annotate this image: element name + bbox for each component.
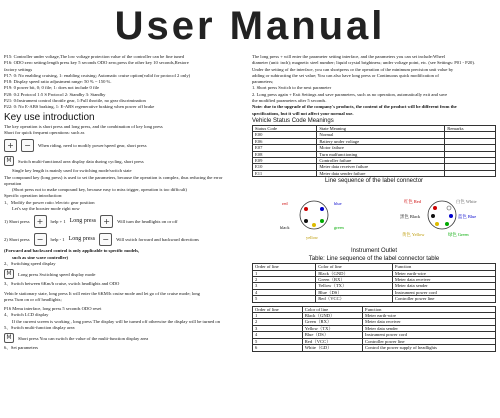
line-sequence-table-2 xyxy=(252,306,496,352)
plus-key-icon: + xyxy=(34,215,47,228)
setting-line: parameters; xyxy=(252,79,274,85)
right-column xyxy=(252,54,496,352)
connector-diagram xyxy=(252,187,496,245)
table-header-cell: Function xyxy=(392,264,495,270)
short-press-label: 2) Short press xyxy=(4,236,30,242)
page-title: User Manual xyxy=(114,4,386,48)
table-cell: Black（GND） xyxy=(316,270,393,276)
p16-menu-text: P16 Menu interface, long press 5 seconds ODO reset xyxy=(4,306,102,312)
help-plus-label: help + 1 xyxy=(50,218,66,224)
switch-lcd-heading: 4、Switch LCD display xyxy=(4,312,49,318)
table-cell: Blue（DS） xyxy=(316,289,393,295)
table-cell: E09 xyxy=(253,158,317,164)
note-line: Note: due to the upgrade of the company's products, the content of the product will be different from the xyxy=(252,104,457,110)
table-cell: Controller power line xyxy=(392,296,495,302)
booster-text: Let's say the booster mode right now xyxy=(12,206,80,212)
left-column xyxy=(4,54,244,352)
table-header-cell: Status Code xyxy=(253,125,317,131)
connector-label-red: red xyxy=(282,201,288,207)
parameter-line: P22: 0: No E-ABS braking, 1: E-ABS regenerative braking when power off brake xyxy=(4,104,155,110)
connector-label-green: green xyxy=(334,225,344,231)
short-press-view-row xyxy=(4,331,244,345)
table-cell: Red（VCC） xyxy=(302,338,362,344)
parameter-line: P17: 0: No enabling cruising, 1: enabling cruising; Automatic cruise option(valid for protocol 2 only) xyxy=(4,72,191,78)
table-cell: Yellow（TX） xyxy=(316,283,393,289)
compound-text: The compound key (long press) is used to set the parameters, because the operation is complex, thus reducing the error xyxy=(4,174,223,180)
plus-key-icon: + xyxy=(4,139,17,152)
error-code-table xyxy=(252,125,496,177)
table-cell: E10 xyxy=(253,164,317,170)
table-cell: Meter data sender xyxy=(392,283,495,289)
mode-key-icon: M xyxy=(4,333,14,343)
speed-gear-row xyxy=(4,136,244,154)
parameter-line: P19: 0 power bit, 0; 0 file; 1: does not include 0 file xyxy=(4,85,100,91)
press-turn-text: press Turn on or off headlights; xyxy=(4,296,62,302)
setting-line: diameter (unit: inch); magnetic steel number; liquid crystal brightness; under voltage point, etc. (see Settings: P01 - P20). xyxy=(252,60,476,66)
line-row xyxy=(253,345,496,351)
help-minus-row xyxy=(4,230,244,248)
table-cell: 5 xyxy=(253,296,316,302)
table-cell: E00 xyxy=(253,132,317,138)
table-cell: Turn malfunctioning xyxy=(317,151,445,157)
table-cell: Motor failure xyxy=(317,145,445,151)
connector-label-black: black xyxy=(280,225,290,231)
setting-line: the modified parameters after 5 seconds. xyxy=(252,98,327,104)
table-header-cell: Color of line xyxy=(302,306,362,312)
table-cell: Battery under voltage xyxy=(317,138,445,144)
connector-label-yellow-cn: 黄色 Yellow xyxy=(402,232,425,238)
table-cell: 1 xyxy=(253,313,303,319)
setting-line: The long press + will enter the parameter setting interface, and the parameters you can set include:Wheel xyxy=(252,54,446,59)
table-cell: Meter data sender failure xyxy=(317,170,445,176)
long-press-speed-row xyxy=(4,267,244,281)
connector-label-black-cn: 黑色 Black xyxy=(400,214,421,220)
minus-key-icon: − xyxy=(34,233,47,246)
error-row xyxy=(253,170,496,176)
connector-label-blue: blue xyxy=(334,201,342,207)
parameter-list xyxy=(4,54,244,111)
switch-display-row xyxy=(4,154,244,168)
connector-label-white-cn: 白色 White xyxy=(456,199,477,205)
vehicle-stationary-text: Vehicle stationary state, long press It will enter the 6KM/h cruise mode and let go of the cruise mode; long xyxy=(4,290,200,296)
long-press-speed-text: Long press Switching speed display mode xyxy=(18,271,96,277)
table-cell: Red（VCC） xyxy=(316,296,393,302)
table-cell: 1 xyxy=(253,270,316,276)
outlet-caption: Table: Line sequence of the label connector table xyxy=(308,256,440,263)
short-press-label: 1) Short press xyxy=(4,218,30,224)
table-cell: Controller failure xyxy=(317,158,445,164)
operation-text: operation xyxy=(4,180,22,186)
specific-intro: Specific operation introduction: xyxy=(4,193,63,199)
outlet-title: Instrument Outlet xyxy=(350,248,398,255)
table-cell: 5 xyxy=(253,338,303,344)
table-cell: Green（RX） xyxy=(302,319,362,325)
intro-line: The key operation is short press and long press, and the combination of key long press xyxy=(4,123,163,129)
error-table-caption: Vehicle Status Code Meanings xyxy=(252,117,334,124)
switch-display-text: Switch multi-functional area display data during cycling, short press xyxy=(18,158,144,164)
line-sequence-table-1 xyxy=(252,263,496,302)
between-kmh: 3、Switch between 6Km/h cruise, switch headlights and ODO xyxy=(4,281,120,287)
table-header-cell: Order of line xyxy=(253,306,303,312)
table-cell: Instrument power cord xyxy=(392,289,495,295)
direction-text: Will switch forward and backward directions xyxy=(116,236,199,242)
table-cell: Blue（DS） xyxy=(302,332,362,338)
note-line: specifications, but it will not affect your normal use. xyxy=(252,110,354,116)
table-cell: E11 xyxy=(253,170,317,176)
forward-note: (Forward and backward control is only applicable to specific models, xyxy=(4,248,140,254)
table-cell: 3 xyxy=(253,325,303,331)
setting-line: Under the setting of the interface, you can shortpress or the operation of the minimum precision unit value by xyxy=(252,66,454,72)
table-cell: 4 xyxy=(253,289,316,295)
table-cell: Green（RX） xyxy=(316,277,393,283)
setting-line: 1. Short press Switch to the next parameter xyxy=(252,85,332,91)
table-cell: 2 xyxy=(253,277,316,283)
step-1: 1、Modify the power ratio /electric gear position xyxy=(4,199,95,205)
connector-label-blue-cn: 蓝色 Blue xyxy=(458,214,477,220)
connector-label-green-cn: 绿色 Green xyxy=(448,232,469,238)
section-heading: Key use introduction xyxy=(4,111,95,123)
table-cell: Black（GND） xyxy=(302,313,362,319)
table-cell: 3 xyxy=(253,283,316,289)
help-plus-row xyxy=(4,212,244,230)
minus-key-icon: − xyxy=(99,233,112,246)
plus-key-icon: + xyxy=(100,215,113,228)
mode-key-icon: M xyxy=(4,156,14,166)
table-cell: Meter earth-wire xyxy=(392,270,495,276)
parameter-line: P21: 0:Instrument control throttle gear, 1:Full throttle, no gear discrimination xyxy=(4,98,146,104)
table-cell: E08 xyxy=(253,151,317,157)
minus-key-icon: − xyxy=(21,139,34,152)
table-cell: E07 xyxy=(253,145,317,151)
table-header-cell: Function xyxy=(363,306,496,312)
table-cell: Normal xyxy=(317,132,445,138)
single-key-text: Single key length is mainly used for switching mode/switch state xyxy=(12,168,132,174)
table-cell: Meter earth-wire xyxy=(363,313,496,319)
switch-multi-heading: 5、Switch multi-function display area xyxy=(4,325,75,331)
connector-label-yellow: yellow xyxy=(306,235,318,241)
setting-line: 2. Long press again + Exit Settings and save parameters, such as no operation, automatically exit and save xyxy=(252,91,448,97)
table-cell: Controller power line xyxy=(363,338,496,344)
switch-speed-heading: 2、Switching speed display xyxy=(4,260,56,266)
table-header-cell: Color of line xyxy=(316,264,393,270)
forward-note-2: such as sine wave controller) xyxy=(12,254,69,260)
long-press-label: Long press xyxy=(68,236,96,243)
set-params-heading: 6、Set parameters xyxy=(4,345,39,351)
parameter-line: P15: Controller under voltage,The low voltage protection value of the controller can be fine tuned xyxy=(4,54,184,59)
table-header-cell: State Meaning xyxy=(317,125,445,131)
parameter-setting-text xyxy=(252,54,496,104)
table-cell: Instrument power cord xyxy=(363,332,496,338)
parameter-line: factory settings xyxy=(4,66,33,72)
table-cell: Meter data sender xyxy=(363,325,496,331)
table-header-cell: Order of line xyxy=(253,264,316,270)
current-screen-text: If the current screen is working , long press The display will be turned off otherwise the display will be turned on xyxy=(12,318,221,324)
setting-line: adding or subtracting the set value; You can also have long press or Continuous quick modification of xyxy=(252,72,439,78)
table-cell: Control the power supply of headlights xyxy=(363,345,496,351)
table-cell: 6 xyxy=(253,345,303,351)
speed-gear-text: When riding, need to modify power/speed gear, short press xyxy=(38,142,147,148)
table-header-cell: Remarks xyxy=(445,125,496,131)
headlight-text: Will turn the headlights on or off xyxy=(117,218,178,224)
table-cell: E06 xyxy=(253,138,317,144)
mode-key-icon: M xyxy=(4,269,14,279)
parameter-line: P16: ODO zero setting:length press key 5 seconds ODO zero,press the other key 10 seconds,Restore xyxy=(4,60,189,66)
parameter-line: P20: 0:2 Protocol 1:5 S Protocol 2: Standby 3: Standby xyxy=(4,91,106,97)
short-press-note: (Short press not to make compound key, because easy to miss trigger, operation is too difficult) xyxy=(12,187,187,193)
connector-label-red-cn: 红色 Red xyxy=(404,199,421,205)
table-cell: White（GD） xyxy=(302,345,362,351)
table-cell xyxy=(445,170,496,176)
table-cell: Yellow（TX） xyxy=(302,325,362,331)
intro-line: Short for quick frequent operations: such as xyxy=(4,129,85,135)
help-minus-label: help - 1 xyxy=(50,236,65,242)
short-press-view-text: Short press You can switch the value of the multi-function display area xyxy=(18,335,149,341)
parameter-line: P18: Display speed ratio adjustment range: 50 % ~ 150 %. xyxy=(4,79,112,85)
table-cell: Meter data receiver xyxy=(392,277,495,283)
long-press-label: Long press xyxy=(69,218,97,225)
connector-title: Line sequence of the label connector xyxy=(324,178,424,185)
table-cell: Meter data receiver xyxy=(363,319,496,325)
table-cell: Meter data receiver failure xyxy=(317,164,445,170)
table-cell: 4 xyxy=(253,332,303,338)
line-row xyxy=(253,296,496,302)
table-cell: 2 xyxy=(253,319,303,325)
